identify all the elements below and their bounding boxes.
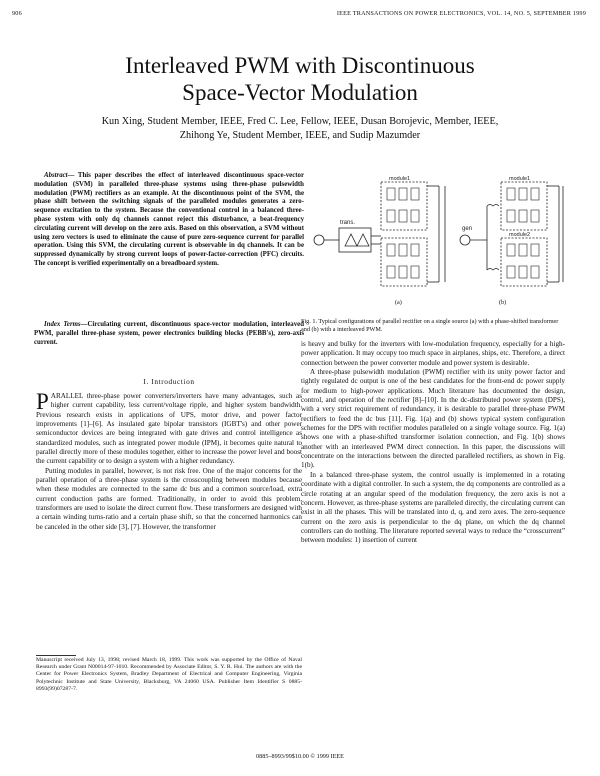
figure-1 (309, 172, 565, 314)
module2-label-b: module2 (509, 232, 531, 238)
figure-label-a: (a) (395, 299, 402, 306)
figure-label-b: (b) (499, 299, 507, 306)
right-column-text (301, 340, 565, 546)
figure-caption: Fig. 1. Typical configurations of parallel rectifier on a single source (a) with a phase-shifted transformer and (b) with a interleaved PWM. (301, 318, 559, 333)
introduction-text (36, 389, 302, 532)
paper-title (0, 52, 600, 106)
title-line-1: Interleaved PWM with Discontinuous (125, 53, 475, 78)
abstract-text: This paper describes the effect of interleaved discontinuous space-vector modulation (SVM) in paralleled three-phase systems using three-phase pulsewidth modulation (PWM) rectifiers as an example. At the discontinuous point of the SVM, the phase shift between the switching signals of the paralleled modules generates a zero-sequence excitation to the system. Because the conventional control in a balanced three-phase system with only dq channels cannot reject this disturbance, a beat-frequency circulating current will develop on the zero axis. Based on this observation, a SVM without using zero vectors is used to eliminate the cause of pure zero-sequence current for parallel operation. Using this SVM, the circulating current is observable in dq channels. It can be suppressed dynamically by strong current loops of power-factor-correction (PFC) circuits. The concept is verified experimentally on a breadboard system. (34, 172, 304, 267)
author-list (40, 115, 560, 142)
abstract-label: Abstract— (44, 172, 75, 179)
page-number: 906 (12, 10, 22, 17)
right-paragraph-2: A three-phase pulsewidth modulation (PWM) rectifier with its unity power factor and tightly regulated dc output is one of the best candidates for the front-end dc power supply for medium to high-power applications. Much literature has documented the design, control, and operation of the rectifier [8]–[10]. In the dc-distributed power system (DPS), with a very strict requirement of redundancy, it is desirable to parallel three-phase PWM rectifiers to feed the dc bus [11]. Fig. 1(a) and (b) shows typical system configuration schemes for the DPS with rectifier modules paralleled on a single voltage source. Fig. 1(a) shows one with a phase-shifted transformer isolation connection, and Fig. 1(b) shows another with an interleaved PWM direct connection. In this paper, the discussions will concentrate on the interactions between the directed paralleled rectifiers, as shown in Fig. 1(b). (301, 368, 565, 470)
page-footer: 0885–8993/99$10.00 © 1999 IEEE (256, 753, 344, 760)
journal-header: IEEE TRANSACTIONS ON POWER ELECTRONICS, VOL. 14, NO. 5, SEPTEMBER 1999 (336, 10, 586, 17)
footnote: Manuscript received July 13, 1998; revised March 18, 1999. This work was supported by the Office of Naval Research under Grant N00014-97-1010. Recommended by Associate Editor, S. Y. R. Hui. The authors are with the Center for Power Electronics System, Bradley Department of Electrical and Computer Engineering, Virginia Polytechnic Institute and State University, Blacksburg, VA 24060 USA. Publisher Item Identifier S 0885-8993(99)07287-7. (36, 657, 302, 692)
authors-line-2: Zhihong Ye, Student Member, IEEE, and Sudip Mazumder (179, 129, 421, 141)
module1-label-b: module1 (509, 176, 531, 182)
module1-label-a: module1 (389, 176, 411, 182)
gen-label: gen (462, 226, 473, 232)
index-terms-text: Circulating current, discontinuous space-vector modulation, interleaved PWM, parallel three-phase system, power electronics building blocks (PEBB's), zero-axis current. (34, 321, 304, 346)
abstract (34, 172, 304, 269)
title-line-2: Space-Vector Modulation (182, 80, 418, 105)
intro-paragraph-1-text: ARALLEL three-phase power converters/inverters have many advantages, such as higher current capability, less current/voltage ripple, and higher system bandwidth. Previous research exists in applications of UPS, motor drive, and power factor improvements [1]–[6]. As insulated gate bipolar transistors (IGBT's) and other power semiconductor devices are being integrated with gate drives and control intelligence as standardized modules, such as integrated power module (IPM), it becomes quite natural to parallel directly more of these modules together, either to increase the power level and boost the current capability or to design a system with a higher redundancy. (36, 392, 302, 466)
drop-cap: P (36, 389, 49, 414)
right-paragraph-3: In a balanced three-phase system, the control usually is implemented in a rotating coordinate with a digital controller. In such a system, the dq components are controlled as a circle rotating at an angular speed of the modulation frequency, the zero axis is not a concern. However, as three-phase systems are paralleled directly, the circulating current can exist in all the phases. This will be translated into d, q, and zero axes. The zero-sequence current on the zero axis is perpendicular to the dq plane, on which the dq channel controllers can do nothing. The literature reported several ways to reduce the “crosscurrent” between modules: 1) insertion of current (301, 470, 565, 545)
intro-paragraph-2: Putting modules in parallel, however, is not risk free. One of the major concerns for the parallel operation of a three-phase system is the crosscoupling between modules because when these modules are connected to the same dc bus and a common source/load, extra current conduction paths are formed. Traditionally, in order to avoid this problem, transformers are used to isolate the direct current flow. These transformers are designed with a certain winding turns-ratio and a certain phase shift, so that the concerned harmonics can be canceled in the other side [3], [7]. However, the transformer (36, 466, 302, 531)
running-header (12, 10, 586, 22)
figure-1-diagram (309, 172, 565, 296)
authors-line-1: Kun Xing, Student Member, IEEE, Fred C. Lee, Fellow, IEEE, Dusan Borojevic, Member, IEEE, (101, 116, 499, 127)
intro-paragraph-1 (36, 389, 302, 467)
right-paragraph-1: is heavy and bulky for the inverters with low-modulation frequency, especially for a high-power application. It may occupy too much space in airplanes, ships, etc. Therefore, a direct connection between the power converter module and power system is desirable. (301, 340, 565, 367)
footnote-rule (36, 655, 76, 656)
index-terms (34, 321, 304, 347)
section-heading: I. Introduction (143, 377, 195, 386)
index-terms-label: Index Terms— (44, 321, 88, 328)
trans-label: trans. (340, 220, 356, 226)
